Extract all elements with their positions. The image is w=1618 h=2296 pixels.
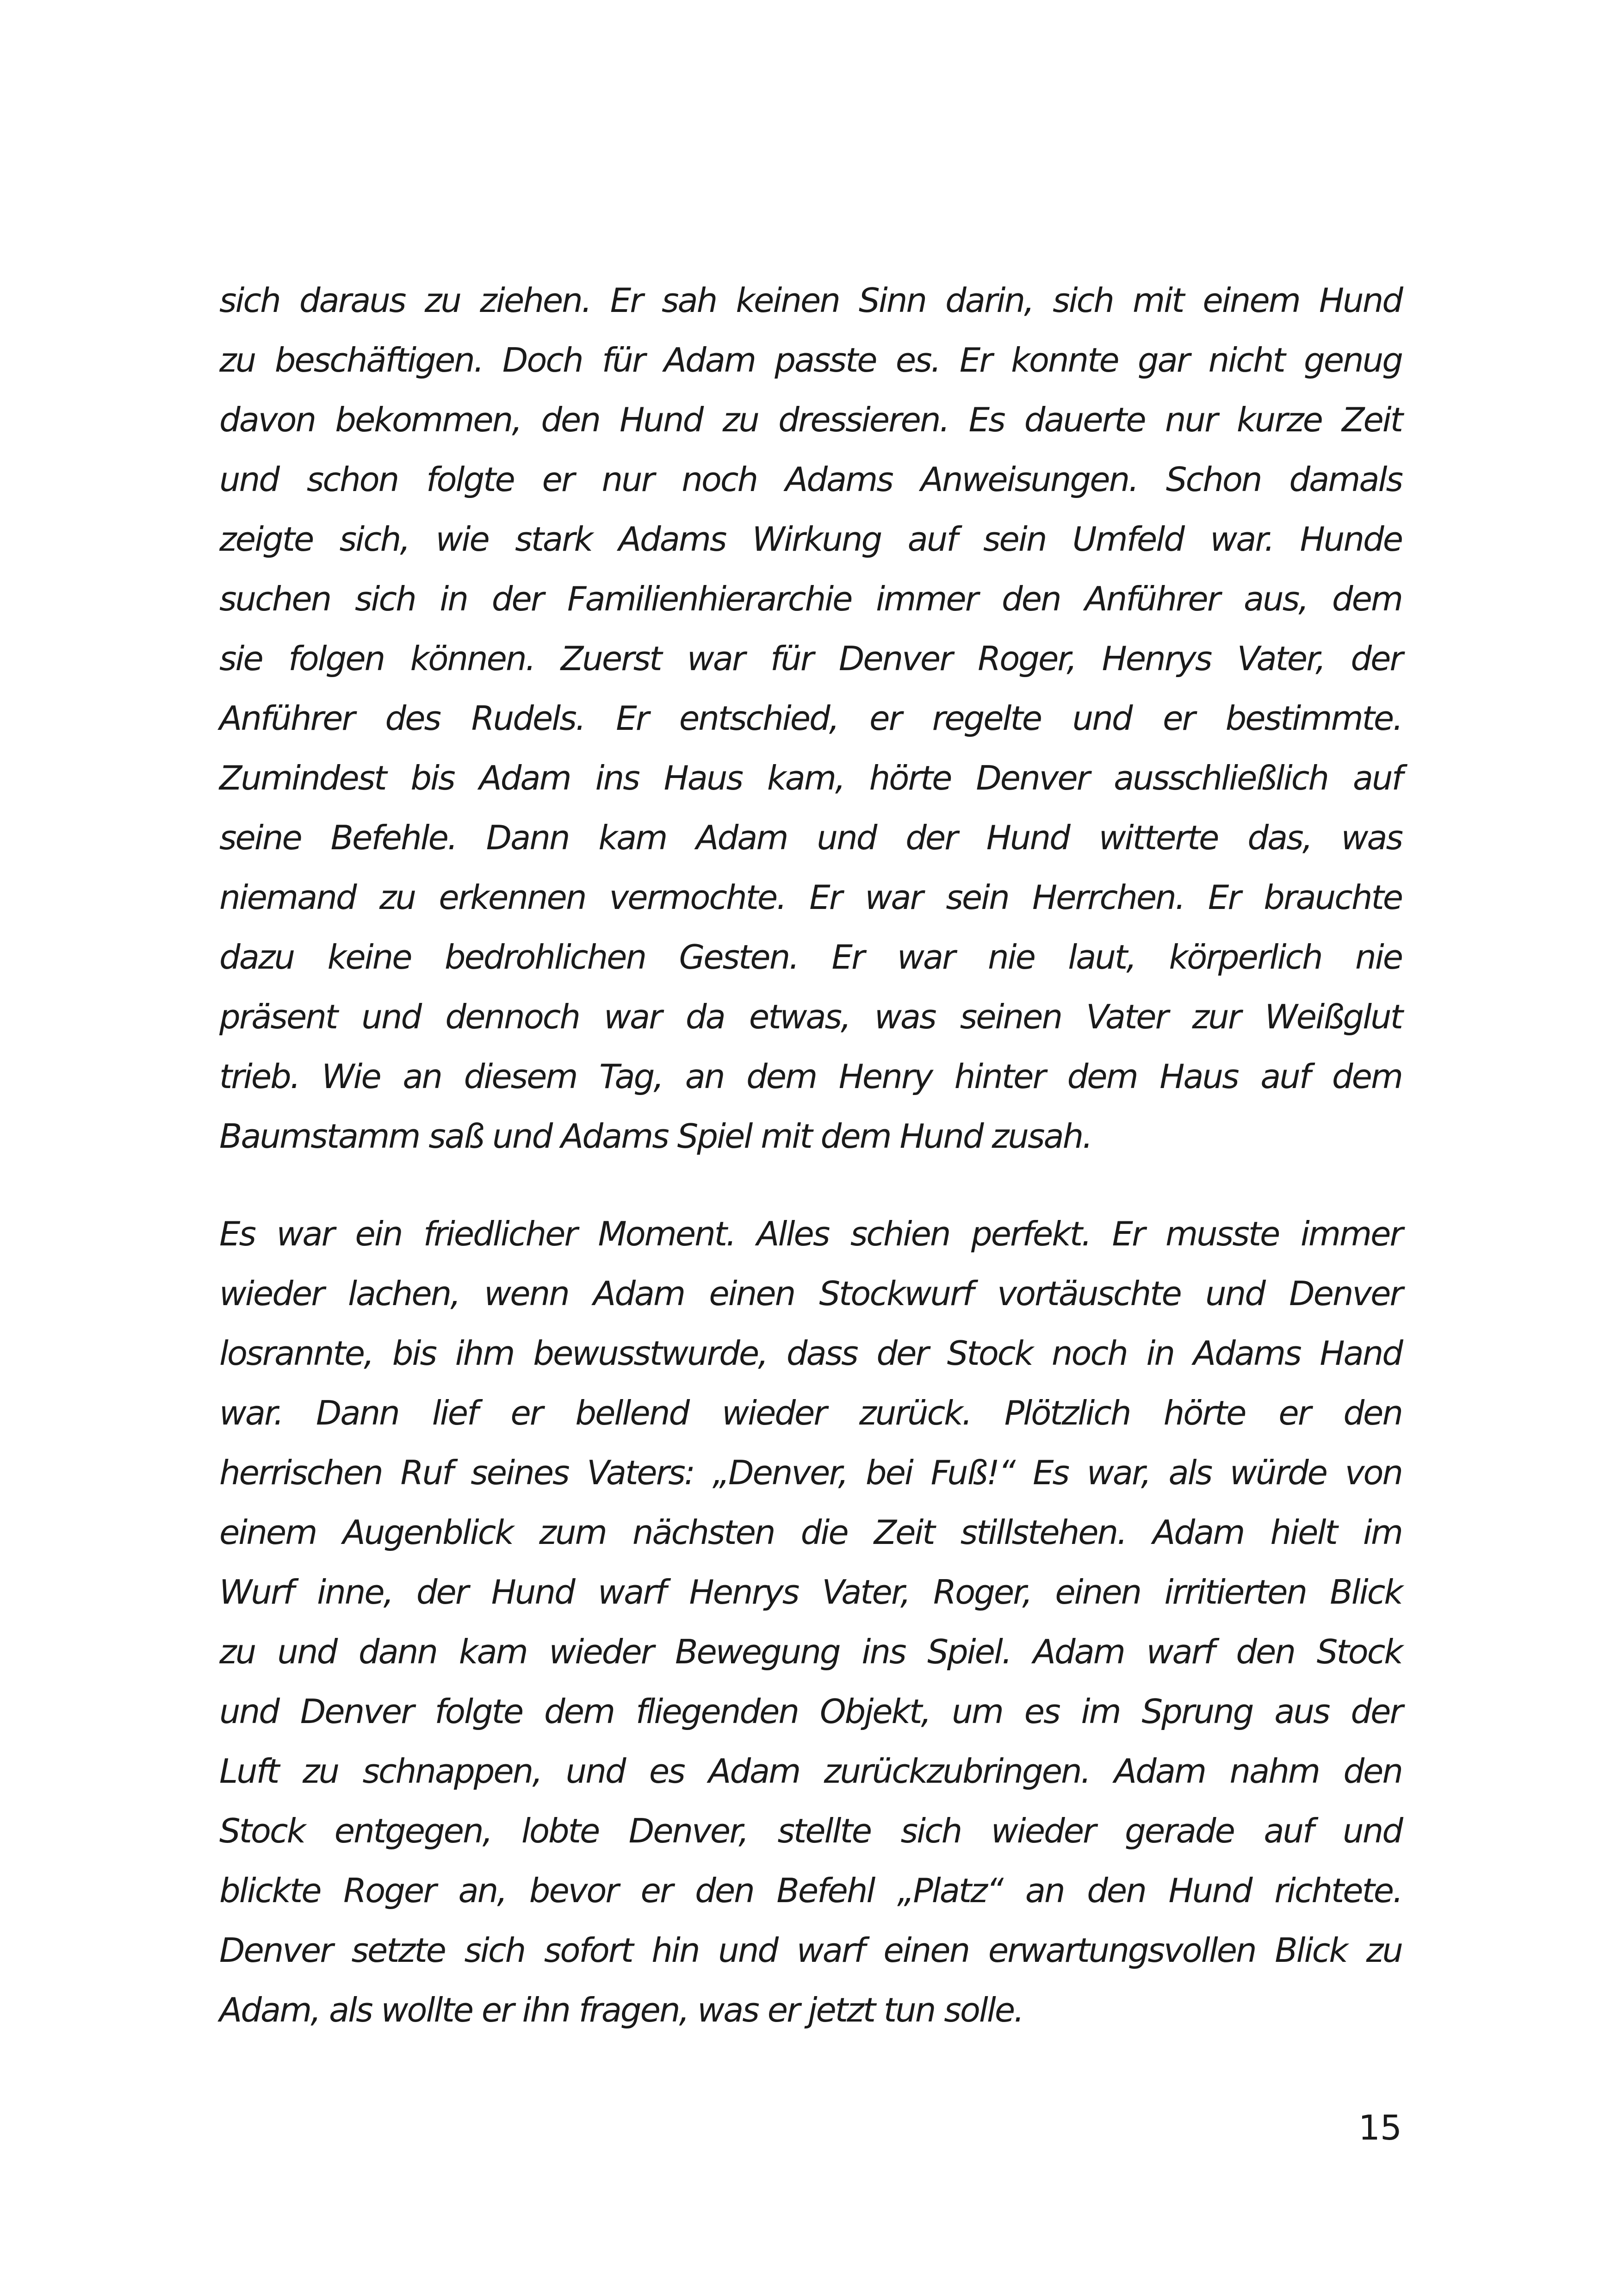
- paragraph-2: [219, 1204, 1402, 2040]
- paragraph-1: [219, 271, 1402, 1166]
- text-line: zeigte sich, wie stark Adams Wirkung auf sein Umfeld war. Hunde: [219, 520, 1402, 559]
- text-line: losrannte, bis ihm bewusstwurde, dass der Stock noch in Adams Hand: [219, 1334, 1402, 1373]
- text-line: niemand zu erkennen vermochte. Er war sein Herrchen. Er brauchte: [219, 878, 1402, 917]
- text-line: und Denver folgte dem fliegenden Objekt, um es im Sprung aus der: [219, 1692, 1402, 1731]
- text-line: Baumstamm saß und Adams Spiel mit dem Hund zusah.: [219, 1117, 1092, 1156]
- text-line: davon bekommen, den Hund zu dressieren. Es dauerte nur kurze Zeit: [219, 400, 1402, 439]
- text-line: zu und dann kam wieder Bewegung ins Spiel. Adam warf den Stock: [219, 1632, 1402, 1671]
- text-line: Stock entgegen, lobte Denver, stellte sich wieder gerade auf und: [219, 1811, 1402, 1850]
- text-line: sich daraus zu ziehen. Er sah keinen Sinn darin, sich mit einem Hund: [219, 281, 1402, 320]
- text-line: Wurf inne, der Hund warf Henrys Vater, Roger, einen irritierten Blick: [219, 1573, 1402, 1612]
- text-line: Luft zu schnappen, und es Adam zurückzubringen. Adam nahm den: [219, 1752, 1402, 1791]
- text-line: seine Befehle. Dann kam Adam und der Hund witterte das, was: [219, 818, 1402, 857]
- text-line: dazu keine bedrohlichen Gesten. Er war nie laut, körperlich nie: [219, 938, 1402, 977]
- body-text: [219, 271, 1402, 2040]
- text-line: Denver setzte sich sofort hin und warf einen erwartungsvollen Blick zu: [219, 1931, 1402, 1970]
- text-line: Es war ein friedlicher Moment. Alles schien perfekt. Er musste immer: [219, 1214, 1402, 1253]
- text-line: herrischen Ruf seines Vaters: „Denver, bei Fuß!“ Es war, als würde von: [219, 1453, 1402, 1492]
- text-line: Adam, als wollte er ihn fragen, was er jetzt tun solle.: [219, 1991, 1023, 2029]
- text-line: einem Augenblick zum nächsten die Zeit stillstehen. Adam hielt im: [219, 1513, 1402, 1552]
- text-line: wieder lachen, wenn Adam einen Stockwurf vortäuschte und Denver: [219, 1274, 1402, 1313]
- text-line: trieb. Wie an diesem Tag, an dem Henry hinter dem Haus auf dem: [219, 1057, 1402, 1096]
- text-line: Zumindest bis Adam ins Haus kam, hörte Denver ausschließlich auf: [219, 759, 1402, 797]
- text-line: präsent und dennoch war da etwas, was seinen Vater zur Weißglut: [219, 997, 1402, 1036]
- page-number: 15: [1358, 2108, 1402, 2148]
- text-line: war. Dann lief er bellend wieder zurück. Plötzlich hörte er den: [219, 1394, 1402, 1432]
- text-line: blickte Roger an, bevor er den Befehl „Platz“ an den Hund richtete.: [219, 1871, 1402, 1910]
- text-line: sie folgen können. Zuerst war für Denver Roger, Henrys Vater, der: [219, 639, 1402, 678]
- text-line: zu beschäftigen. Doch für Adam passte es. Er konnte gar nicht genug: [219, 341, 1402, 380]
- text-line: suchen sich in der Familienhierarchie immer den Anführer aus, dem: [219, 579, 1402, 618]
- text-line: Anführer des Rudels. Er entschied, er regelte und er bestimmte.: [219, 699, 1402, 738]
- text-line: und schon folgte er nur noch Adams Anweisungen. Schon damals: [219, 460, 1402, 499]
